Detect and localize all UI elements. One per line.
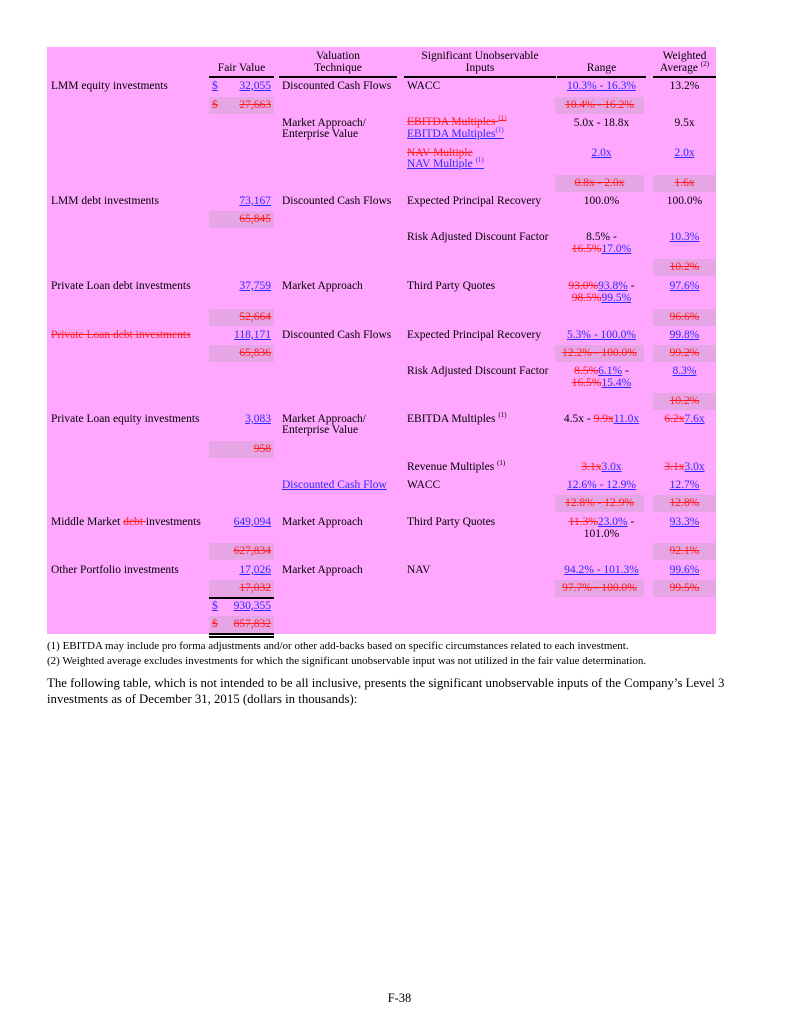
fv-value: 17,026 [239, 564, 271, 576]
weighted-average-old: 10.2% [669, 395, 700, 407]
range-old: 12.8% - 12.9% [565, 497, 634, 509]
range: 3.1x3.0x [581, 461, 622, 473]
input-new: NAV Multiple $^{(1)}$ [407, 156, 484, 170]
range: 12.6% - 12.9% [567, 479, 636, 491]
range-high: 101.0% [583, 528, 620, 540]
footnote-1: (1) EBITDA may include pro forma adjustments and/or other add-backs based on specific circumstances related to each investment. [47, 640, 629, 652]
weighted-average: 2.0x [674, 147, 695, 159]
technique: Enterprise Value [282, 128, 359, 140]
weighted-average-old: 92.1% [669, 545, 700, 557]
technique: Discounted Cash Flow [282, 479, 387, 491]
header-rule [279, 76, 397, 78]
fv-value-old: 65,836 [239, 347, 271, 359]
technique: Market Approach/ [282, 117, 366, 129]
header-fair-value: Fair Value [217, 62, 266, 74]
fv-dollar: $ [212, 80, 218, 92]
range-high: 98.5%99.5% [571, 292, 632, 304]
row-label-private-loan-equity: Private Loan equity investments [51, 413, 200, 425]
total-dollar: $ [212, 600, 218, 612]
input: WACC [407, 479, 441, 491]
header-inputs-1: Significant Unobservable [421, 50, 539, 62]
range: 10.3% - 16.3% [567, 80, 636, 92]
range-low: 8.5%6.1% - [574, 365, 629, 377]
row-label-lmm-debt: LMM debt investments [51, 195, 159, 207]
weighted-average-old: 10.2% [669, 261, 700, 273]
range: 5.0x - 18.8x [573, 117, 630, 129]
input: Expected Principal Recovery [407, 195, 542, 207]
weighted-average-old: 1.6x [674, 177, 695, 189]
input: Expected Principal Recovery [407, 329, 542, 341]
range-low: 11.3%23.0% - [568, 516, 635, 528]
total-value: 930,355 [233, 600, 271, 612]
fv-value-old: 52,664 [239, 311, 271, 323]
weighted-average-old: 99.5% [669, 582, 700, 594]
weighted-average: 8.3% [672, 365, 697, 377]
fv-value-old: 17,032 [239, 582, 271, 594]
input: NAV [407, 564, 431, 576]
range-high: 16.5%15.4% [571, 377, 632, 389]
weighted-average-old: 99.2% [669, 347, 700, 359]
fv-value-old: 27,663 [239, 99, 271, 111]
fv-value-old: 65,845 [239, 213, 271, 225]
header-weighted-average-2: Average $^{(2)}$ [659, 60, 710, 74]
weighted-average: 10.3% [669, 231, 700, 243]
fv-value-old: 958 [253, 443, 271, 455]
input: Risk Adjusted Discount Factor [407, 365, 549, 377]
range: 94.2% - 101.3% [564, 564, 639, 576]
input: Third Party Quotes [407, 280, 496, 292]
fv-dollar-old: $ [212, 99, 218, 111]
range-high: 16.5%17.0% [571, 243, 632, 255]
technique: Enterprise Value [282, 424, 359, 436]
total-double-rule [209, 633, 274, 635]
body-paragraph: The following table, which is not intended to be all inclusive, presents the significant unobservable inputs of the Company’s Level 3 investments as of December 31, 2015 (dollars in thousands): [47, 676, 725, 706]
row-label-other-portfolio: Other Portfolio investments [51, 564, 179, 576]
row-label-private-loan-debt-deleted: Private Loan debt investments [51, 329, 191, 341]
range-old: 10.4% - 16.2% [565, 99, 634, 111]
total-double-rule [209, 636, 274, 638]
input: Risk Adjusted Discount Factor [407, 231, 549, 243]
range-old: 97.7% - 100.0% [562, 582, 637, 594]
fv-value: 32,055 [239, 80, 271, 92]
input: EBITDA Multiples $^{(1)}$ [407, 411, 507, 425]
page-number: F-38 [387, 991, 412, 1005]
input-old: NAV Multiple [407, 147, 473, 159]
footnote-2: (2) Weighted average excludes investments for which the significant unobservable input was not utilized in the fair value determination. [47, 655, 647, 667]
fv-value: 649,094 [233, 516, 271, 528]
header-rule [209, 76, 274, 78]
weighted-average-old: 12.8% [669, 497, 700, 509]
fv-value: 73,167 [239, 195, 271, 207]
fv-value: 3,083 [245, 413, 271, 425]
weighted-average: 99.8% [669, 329, 700, 341]
row-label-private-loan-debt: Private Loan debt investments [51, 280, 191, 292]
weighted-average: 99.6% [669, 564, 700, 576]
range: 8.5% - [586, 231, 617, 243]
input-new: EBITDA Multiples$^{(1)}$ [407, 126, 504, 140]
weighted-average: 100.0% [666, 195, 703, 207]
technique: Market Approach/ [282, 413, 366, 425]
weighted-average: 6.2x7.6x [664, 413, 705, 425]
weighted-average: 97.6% [669, 280, 700, 292]
input: Third Party Quotes [407, 516, 496, 528]
total-rule [209, 597, 274, 599]
technique: Discounted Cash Flows [282, 329, 392, 341]
row-label-middle-market: Middle Market debt investments [51, 516, 201, 528]
header-valuation-technique-1: Valuation [315, 50, 361, 62]
weighted-average-old: 96.6% [669, 311, 700, 323]
technique: Discounted Cash Flows [282, 195, 392, 207]
technique: Market Approach [282, 564, 363, 576]
header-valuation-technique-2: Technique [314, 62, 362, 74]
total-dollar-old: $ [212, 618, 218, 630]
header-inputs-2: Inputs [465, 62, 495, 74]
range: 100.0% [583, 195, 620, 207]
header-rule [557, 76, 646, 78]
fv-value: 118,171 [234, 329, 271, 341]
fv-value-old: 627,834 [233, 545, 271, 557]
range: 2.0x [591, 147, 612, 159]
range-old: 0.8x - 2.0x [574, 177, 625, 189]
range: 5.3% - 100.0% [567, 329, 636, 341]
input: WACC [407, 80, 441, 92]
header-rule [404, 76, 556, 78]
input-old: EBITDA Multiples $^{(1)}$ [407, 114, 507, 128]
range-low: 93.0%93.8% - [568, 280, 635, 292]
weighted-average: 12.7% [669, 479, 700, 491]
row-label-lmm-equity: LMM equity investments [51, 80, 168, 92]
range: 4.5x - 9.9x11.0x [563, 413, 640, 425]
weighted-average: 13.2% [669, 80, 700, 92]
header-rule [653, 76, 716, 78]
technique: Market Approach [282, 280, 363, 292]
header-weighted-average-1: Weighted [662, 50, 707, 62]
input: Revenue Multiples $^{(1)}$ [407, 459, 506, 473]
fv-value: 37,759 [239, 280, 271, 292]
weighted-average: 9.5x [674, 117, 695, 129]
technique: Market Approach [282, 516, 363, 528]
range-old: 12.2% - 100.0% [562, 347, 637, 359]
header-range: Range [586, 62, 617, 74]
weighted-average: 93.3% [669, 516, 700, 528]
total-value-old: 857,832 [233, 618, 271, 630]
technique: Discounted Cash Flows [282, 80, 392, 92]
weighted-average: 3.1x3.0x [664, 461, 705, 473]
